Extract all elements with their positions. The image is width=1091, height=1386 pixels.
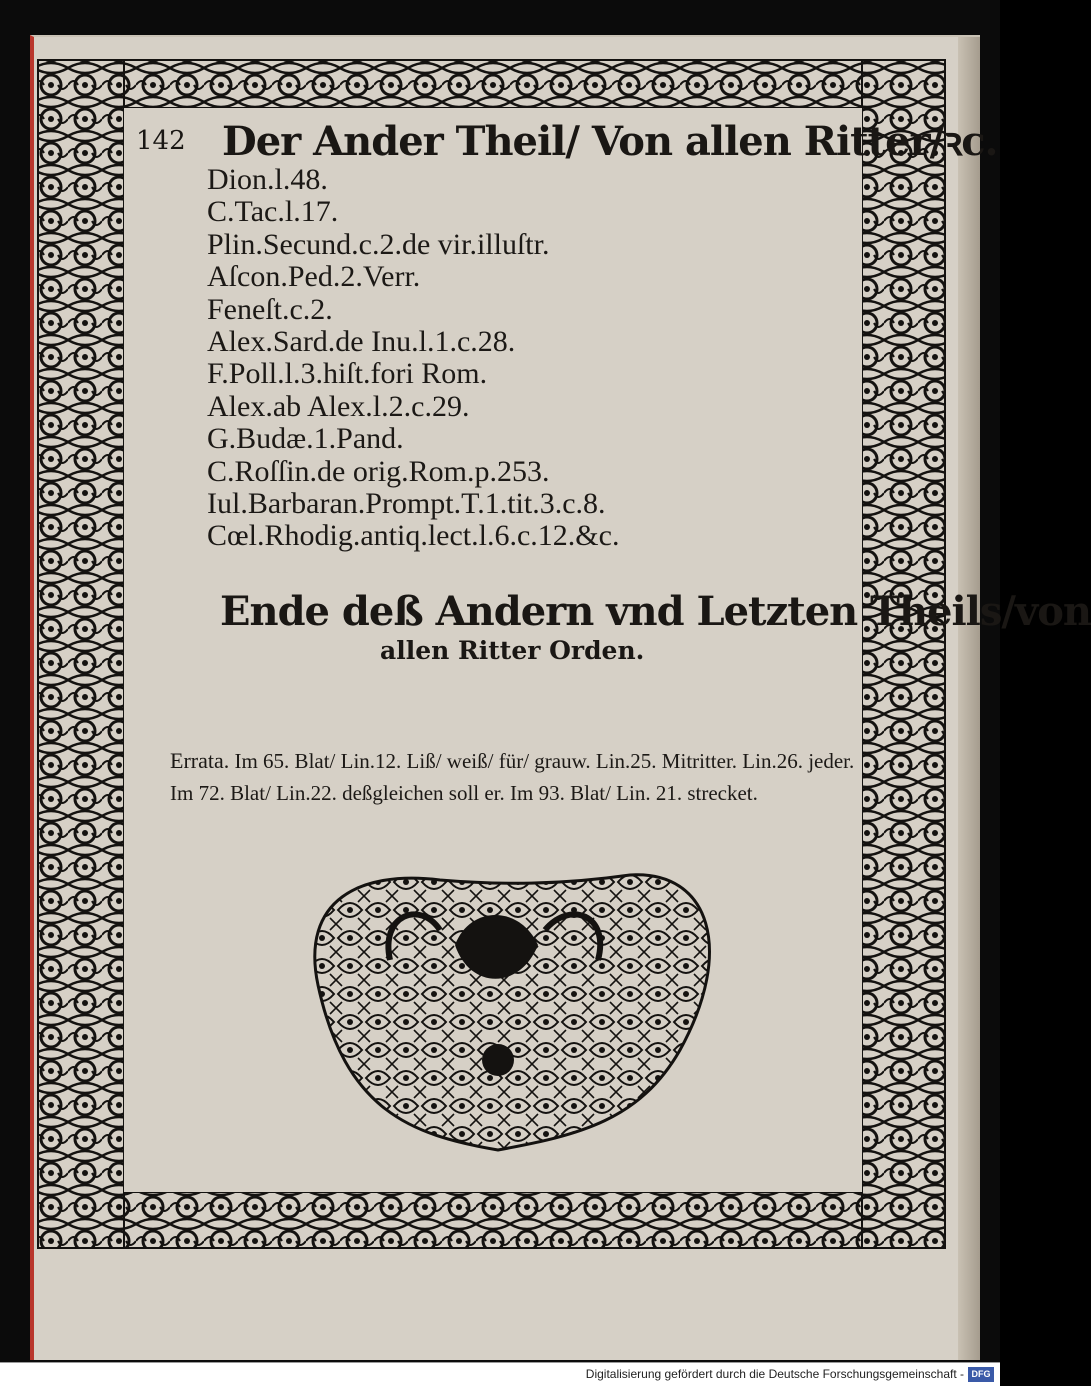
reference-item: Feneſt.c.2. [207,292,333,326]
reference-item: Cœl.Rhodig.antiq.lect.l.6.c.12.&c. [207,519,620,553]
footer-bar [0,1362,1000,1386]
reference-item: Alex.Sard.de Inu.l.1.c.28. [207,324,516,358]
running-head: Der Ander Theil/ Von allen Ritter/ꝛc. [222,118,998,165]
ending-heading-line2: allen Ritter Orden. [380,636,645,665]
errata-text: Im 65. Blat/ Lin.12. Liß/ weiß/ für/ grauw. Lin.25. Mitritter. Lin.26. jeder. Im 72. Blat/ Lin.22. deßgleichen soll er. Im 93. Blat/ Lin. 21. strecket. [170,749,855,805]
reference-item: G.Budæ.1.Pand. [207,422,404,456]
reference-item: C.Tac.l.17. [207,195,339,229]
reference-item: Dion.l.48. [207,163,328,196]
reference-item: Alex.ab Alex.l.2.c.29. [207,389,470,423]
reference-item: C.Roſſin.de orig.Rom.p.253. [207,454,550,488]
reference-item: F.Poll.l.3.hiſt.fori Rom. [207,357,488,391]
errata-label: Errata. [170,748,230,773]
dfg-logo-icon: DFG [968,1367,994,1382]
reference-list [207,164,619,553]
ending-heading-line1: Ende deß Andern vnd Letzten Theils/von [220,588,1091,635]
reference-item: Aſcon.Ped.2.Verr. [207,260,421,294]
errata-block [170,745,870,809]
reference-item: Iul.Barbaran.Prompt.T.1.tit.3.c.8. [207,486,606,520]
footer-credit: Digitalisierung gefördert durch die Deutsche Forschungsgemeinschaft - [585,1367,964,1381]
page-number: 142 [136,126,186,156]
reference-item: Plin.Secund.c.2.de vir.illuſtr. [207,227,550,261]
